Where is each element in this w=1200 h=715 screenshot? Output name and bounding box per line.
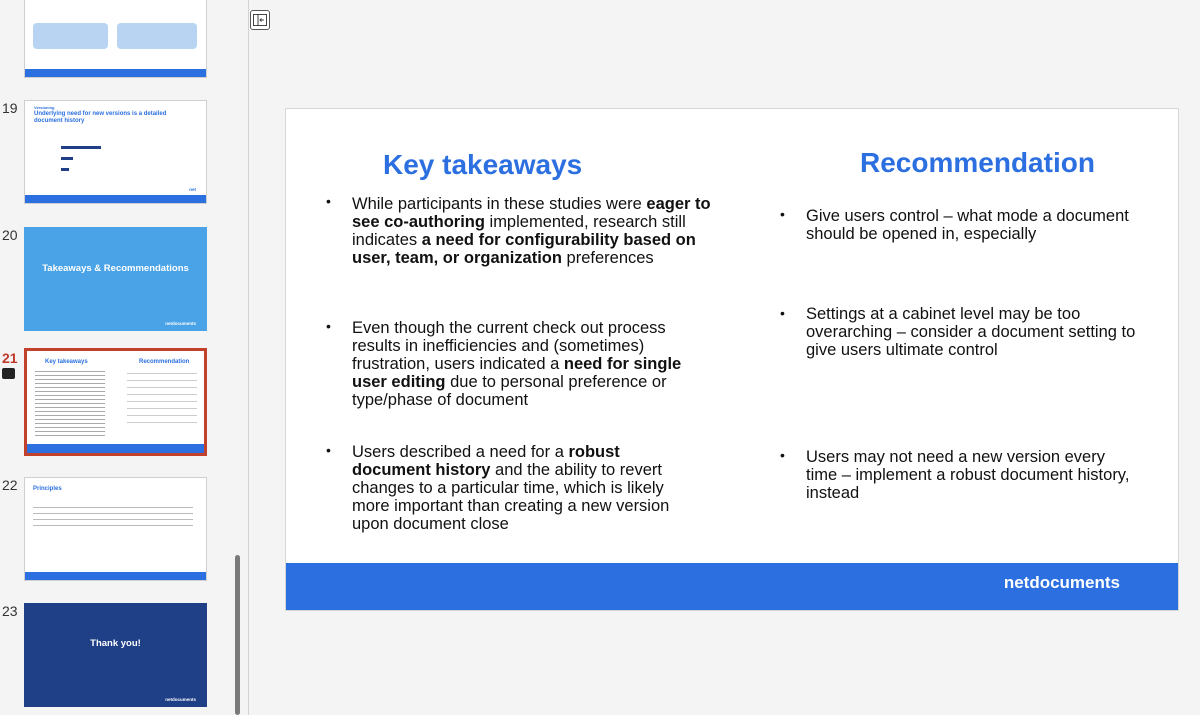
thumb-logo: netdocuments [165, 321, 196, 326]
body-text: preferences [561, 249, 654, 267]
thumb-text [127, 369, 197, 429]
thumb-kicker: Versioning [34, 105, 55, 110]
slide-number: 19 [2, 100, 18, 116]
slide-canvas[interactable] [285, 108, 1179, 611]
body-text: implemented, research still indicates [352, 213, 686, 249]
thumb-logo: net [189, 187, 196, 192]
quote-bubble [33, 23, 108, 49]
slide-thumbnail-18[interactable] [24, 0, 207, 78]
thumb-footer-bar [25, 572, 206, 580]
recommendation-1: Give users control – what mode a document should be opened in, especially [806, 207, 1129, 243]
thumb-logo: netdocuments [165, 697, 196, 702]
takeaway-2 [352, 319, 700, 409]
collapse-sidebar-icon[interactable] [250, 10, 270, 30]
thumb-title: Takeaways & Recommendations [42, 263, 189, 274]
thumb-title: Underlying need for new versions is a detailed document history [34, 111, 167, 124]
body-text: Even though the current check out process results in inefficiencies and (sometimes) frustration, users indicated a [352, 319, 666, 373]
comment-icon[interactable] [2, 368, 15, 379]
netdocuments-logo: netdocuments [1003, 573, 1120, 592]
thumb-footer-bar [27, 444, 204, 453]
thumb-text [33, 504, 193, 526]
body-text: and the ability to revert changes to a particular time, which is likely more important than creating a new version upon document close [352, 461, 670, 533]
body-text: While participants in these studies were [352, 195, 647, 213]
takeaway-1 [352, 195, 722, 267]
thumb-title: Thank you! [90, 638, 141, 649]
emphasis-text: robust document history [352, 443, 620, 479]
slide-number: 23 [2, 603, 18, 619]
panel-divider[interactable] [248, 0, 249, 715]
mini-bar [61, 168, 69, 171]
slide-number-active: 21 [2, 350, 18, 366]
mini-bar [61, 157, 73, 160]
takeaway-3 [352, 443, 700, 533]
bullet-icon: • [780, 305, 785, 321]
left-heading: Key takeaways [383, 149, 583, 180]
recommendation-2: Settings at a cabinet level may be too overarching – consider a document setting to give users ultimate control [806, 305, 1136, 359]
slide-number: 20 [2, 227, 18, 243]
recommendation-3: Users may not need a new version every time – implement a robust document history, instead [806, 448, 1130, 502]
right-heading: Recommendation [860, 147, 1095, 178]
bullet-icon: • [326, 193, 331, 209]
bullet-icon: • [326, 318, 331, 334]
bullet-icon: • [326, 442, 331, 458]
mini-bar [61, 146, 101, 149]
emphasis-text: need for single user editing [352, 355, 682, 391]
emphasis-text: a need for configurability based on user, team, or organization [352, 231, 696, 267]
thumb-text [35, 369, 105, 437]
slide-thumbnail-panel [0, 0, 236, 715]
bullet-icon: • [780, 447, 785, 463]
slide-thumbnail-22[interactable] [24, 477, 207, 581]
slide-number: 22 [2, 477, 18, 493]
body-text: due to personal preference or type/phase of document [352, 373, 667, 409]
slide-thumbnail-19[interactable] [24, 100, 207, 204]
thumb-title: Recommendation [139, 359, 190, 365]
sidebar-scrollbar[interactable] [235, 555, 240, 715]
slide-thumbnail-21[interactable] [24, 348, 207, 456]
thumb-title: Key takeaways [45, 359, 88, 365]
slide-thumbnail-23[interactable] [24, 603, 207, 707]
body-text: Users described a need for a [352, 443, 569, 461]
emphasis-text: eager to see co-authoring [352, 195, 711, 231]
thumb-footer-bar [25, 69, 206, 77]
slide-footer-bar [286, 563, 1178, 610]
thumb-title: Principles [33, 486, 62, 492]
thumb-footer-bar [25, 195, 206, 203]
quote-bubble [117, 23, 197, 49]
bullet-icon: • [780, 206, 785, 222]
slide-thumbnail-20[interactable] [24, 227, 207, 331]
